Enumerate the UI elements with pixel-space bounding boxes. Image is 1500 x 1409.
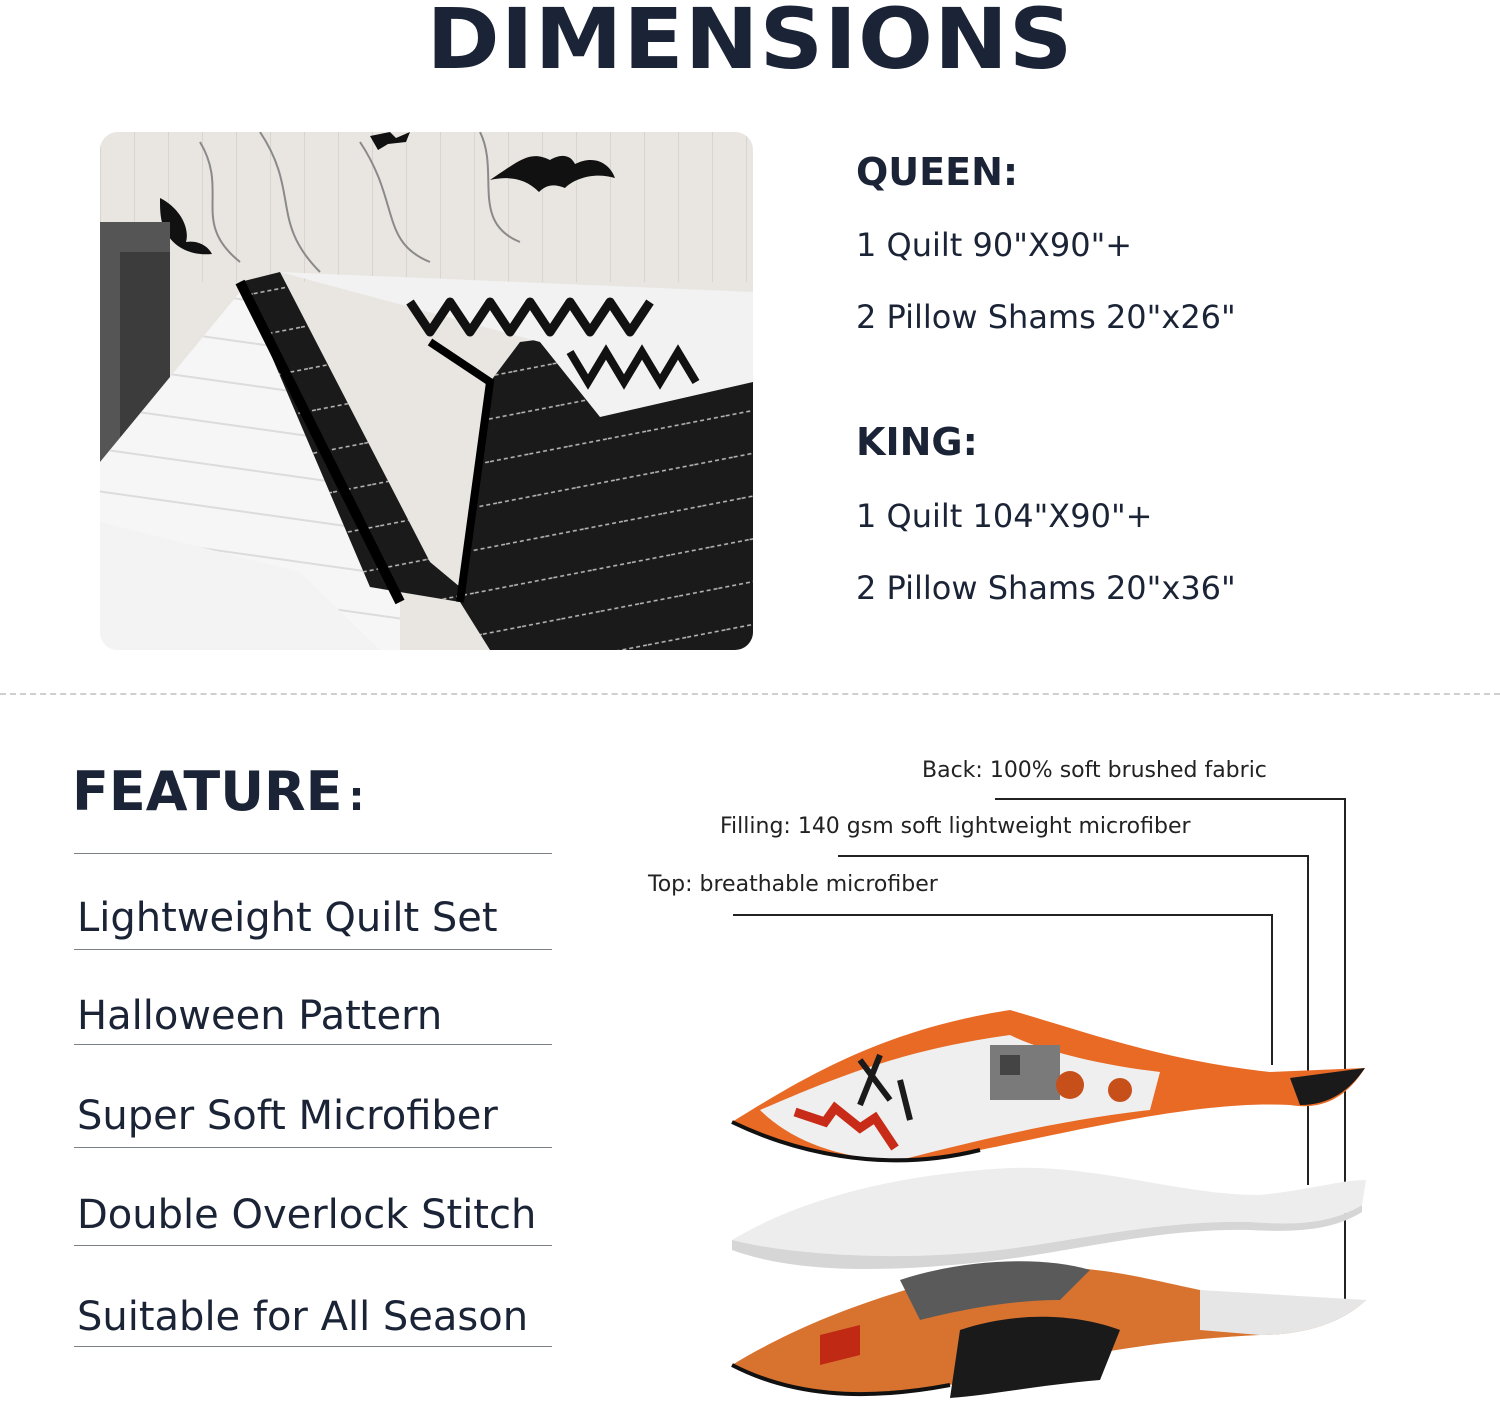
queen-sham-size: 2 Pillow Shams 20"x26" [856,298,1236,336]
layer-label-filling: Filling: 140 gsm soft lightweight microfiber [720,814,1191,839]
feature-rule [74,1147,552,1148]
quilt-fold-illustration [100,132,753,650]
feature-item: Super Soft Microfiber [77,1093,498,1139]
king-quilt-size: 1 Quilt 104"X90"+ [856,497,1153,535]
quilt-fold-photo [100,132,753,650]
feature-heading [72,760,365,829]
queen-heading: QUEEN: [856,150,1019,194]
feature-heading-colon: : [348,774,365,820]
layer-label-back: Back: 100% soft brushed fabric [922,758,1267,783]
back-layer-fabric [732,1261,1366,1398]
layer-label-top: Top: breathable microfiber [648,872,938,897]
queen-quilt-size: 1 Quilt 90"X90"+ [856,226,1133,264]
section-divider [0,693,1500,695]
king-heading: KING: [856,420,978,464]
feature-item: Suitable for All Season [77,1294,529,1340]
top-layer-fabric [732,1010,1365,1160]
feature-item: Halloween Pattern [77,993,443,1039]
feature-heading-text: FEATURE [72,760,343,823]
feature-item: Lightweight Quilt Set [77,895,498,941]
feature-item: Double Overlock Stitch [77,1192,537,1238]
feature-rule [74,1346,552,1347]
feature-rule [74,853,552,854]
page-title: DIMENSIONS [426,0,1074,88]
feature-rule [74,949,552,950]
feature-rule [74,1245,552,1246]
filling-layer [732,1168,1366,1269]
feature-rule [74,1044,552,1045]
king-sham-size: 2 Pillow Shams 20"x36" [856,569,1236,607]
